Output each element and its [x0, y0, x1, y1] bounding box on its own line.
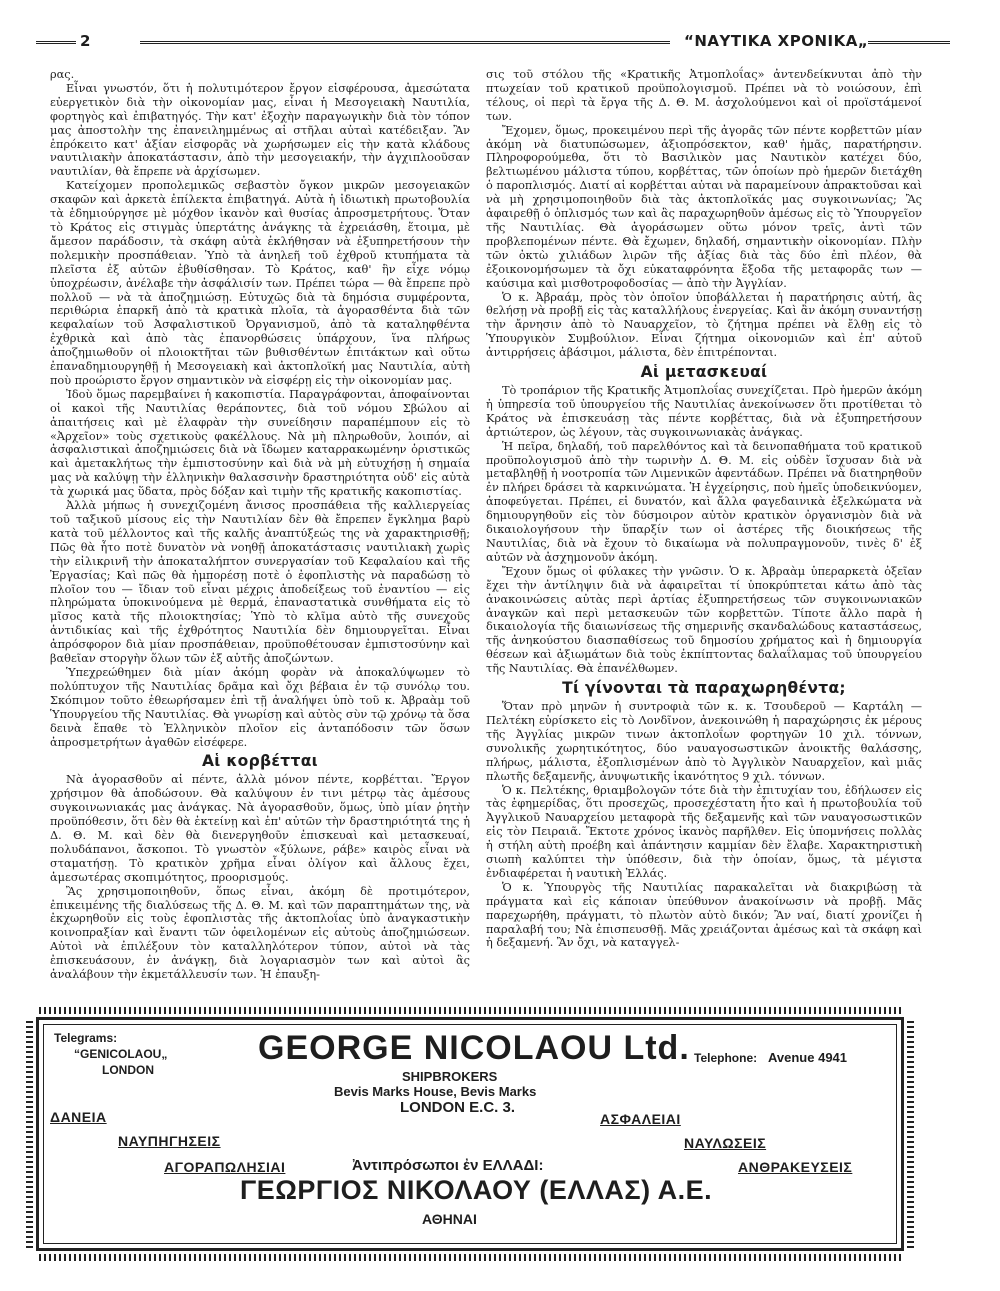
business-type: SHIPBROKERS — [402, 1069, 498, 1084]
service-chartering: ΝΑΥΛΩΣΕΙΣ — [684, 1135, 767, 1151]
header-rule — [36, 41, 76, 44]
section-heading: Αἱ μετασκευαί — [640, 363, 768, 382]
section-heading: Αἱ κορβέτται — [202, 752, 318, 771]
telephone-number: Avenue 4941 — [768, 1050, 848, 1065]
office-address: Bevis Marks House, Bevis Marks — [334, 1084, 537, 1099]
service-loans: ΔΑΝΕΙΑ — [50, 1109, 107, 1125]
telephone-label: Telephone: — [694, 1051, 758, 1065]
advertisement-box — [36, 1017, 904, 1251]
paragraph: Εἶναι γνωστόν, ὅτι ἡ πολυτιμότερον ἔργον εἰσφέρουσα, ἀμεσώτατα εὐεργετικὸν διὰ τὴν οἰκονομίαν μας, εἶναι ἡ Μεσογειακὴ Ναυτιλία, φορτηγὸς καὶ ἐπιβατηγός. Τὴν κατ' ἐξοχὴν παραγωγικὴν διὰ τὸν τόπον μας ἀποστολὴν της ἐπανειλημμένως αἱ στῆλαι αὐταὶ κατέδειξαν. Ἂν ἐπρόκειτο κατ' ἀξίαν εἰσφορᾶς νὰ χωρήσωμεν εἰς τὴν κατὰ κλάδους ναυτιλιακὴν ἀποκατάστασιν, ἀπὸ τὴν μεσογειακήν, τὴν ἀγχιπλοοῦσαν ναυτιλίαν, θὰ ἔπρεπε νὰ ἀρχίσωμεν. — [50, 81, 470, 179]
paragraph: ρας. — [50, 68, 75, 81]
paragraph: Ὑπεχρεώθημεν διὰ μίαν ἀκόμη φορὰν νὰ ἀποκαλύψωμεν τὸ πολύπτυχον τῆς Ναυτιλίας δρᾶμα καὶ ὄχι βέβαια ἐν τῷ συνόλῳ του. Σκόπιμον τοῦτο ἐθεωρήσαμεν ἐπὶ τῇ ἀναλήψει ὑπὸ τοῦ κ. Ἀβραὰμ τοῦ Ὑπουργείου τῆς Ναυτιλίας. Θὰ γνωρίσῃ καὶ αὐτὸς σὺν τῷ χρόνῳ τὰ ὅσα δεινὰ ἔπαθε τὸ Ἑλληνικὸν πλοῖον εἰς ἀνταπόδοσιν τῶν ὅσων ἀπροσμετρήτων ἀγαθῶν εἰσέφερε. — [50, 665, 470, 749]
paragraph: Τὸ τροπάριον τῆς Κρατικῆς Ἀτμοπλοΐας συνεχίζεται. Πρὸ ἡμερῶν ἀκόμη ἡ ὑπηρεσία τοῦ ὑπουργείου τῆς Ναυτιλίας ἀνεκοίνωσεν ὅτι προτίθεται τὸ Κράτος νὰ ἐπισκευάσῃ τὰς πέντε κορβέττας, διὰ νὰ ἐξυπηρετήσουν ἀρτιώτερον, ὡς λέγουν, τὰς συγκοινωνιακὰς ἀνάγκας. — [486, 384, 922, 439]
paragraph: Ὁ κ. Πελτέκης, θριαμβολογῶν τότε διὰ τὴν ἐπιτυχίαν του, ἐδήλωσεν εἰς τὰς ἐφημερίδας, ὅτι προσεχῶς, προσεχέστατη ἦτο καὶ ἡ πρωτοβουλία τοῦ Ἀγγλικοῦ Ναυαρχείου μεταφορὰ τῆς δεξαμενῆς καὶ τῶν ναυαγοσωστικῶν εἰς τὸν Πειραιᾶ. Ἔκτοτε χρόνος ἱκανὸς παρῆλθεν. Εἰς ὑπομνήσεις πολλὰς ἡ στήλη αὐτὴ προέβη καὶ ἀπάντησιν καμμίαν δὲν ἔλαβε. Χαρακτηριστικὴ σιωπὴ καλύπτει τὴν ὑπόθεσιν, διὰ τὴν ὁποίαν, ὅμως, τὰ μέγιστα ἐνδιαφέρεται ἡ ναυτικὴ Ἑλλάς. — [486, 783, 922, 880]
paragraph: Ἂς χρησιμοποιηθοῦν, ὅπως εἶναι, ἀκόμη δὲ προτιμότερον, ἐπικειμένης τῆς διαλύσεως τῆς Δ. Θ. Μ. καὶ τῶν παραπτημάτων της, νὰ ἐκχωρηθοῦν εἰς τοὺς ἐφοπλιστὰς τῆς ἀκτοπλοΐας ὑπὸ ἀναγκαστικὴν κοινοπραξίαν καὶ ἔναντι τῶν ὀφειλομένων εἰς αὐτοὺς ἀποζημιώσεων. Αὐτοὶ νὰ ἐπιλέξουν τὸν καταλληλότερον τύπον, αὐτοὶ νὰ τὰς ἐπισκευάσουν, ἐν ἀνάγκῃ, διὰ λογαριασμὸν των καὶ αὐτοὶ ἂς ἀναλάβουν τὴν ἐκμετάλλευσίν των. Ἡ ἐπαυξη- — [50, 884, 470, 982]
representatives-label: Ἀντιπρόσωποι ἐν ΕΛΛΑΔΙ: — [352, 1157, 544, 1174]
paragraph: σις τοῦ στόλου τῆς «Κρατικῆς Ἀτμοπλοΐας» ἀντενδείκνυται ἀπὸ τὴν πτωχείαν τοῦ κρατικοῦ προϋπολογισμοῦ. Πρέπει νὰ τὸ νοιώσουν, ἐπὶ τέλους, οἱ περὶ τὰ ἔργα τῆς Δ. Θ. Μ. ἀσχολούμενοι καὶ οἱ προϊστάμενοί των. — [486, 68, 922, 123]
service-sales: ΑΓΟΡΑΠΩΛΗΣΙΑΙ — [164, 1159, 286, 1175]
telegrams-city: LONDON — [102, 1063, 154, 1077]
service-insurance: ΑΣΦΑΛΕΙΑΙ — [600, 1111, 681, 1127]
publication-title: “ΝΑΥΤΙΚΑ ΧΡΟΝΙΚΑ„ — [684, 32, 869, 50]
greek-company-city: ΑΘΗΝΑΙ — [422, 1211, 477, 1227]
left-column — [50, 68, 470, 982]
office-city: LONDON E.C. 3. — [400, 1099, 516, 1116]
paragraph: Ἡ πεῖρα, δηλαδή, τοῦ παρελθόντος καὶ τὰ δεινοπαθήματα τοῦ κρατικοῦ προϋπολογισμοῦ ἀπὸ τὴν τωρινὴν Δ. Θ. Μ. εἰς οὐδὲν ἴσχυσαν διὰ νὰ μεταβληθῇ ἡ νοοτροπία τῶν Λιμενικῶν ἀφεντάδων. Πρέπει νὰ διατηρηθοῦν ἐν πλήρει δράσει τὰ καρκινώματα. Ἡ ἐγχείρησις, ποὺ ἡμεῖς ὑποδεικνύομεν, ἀποφεύγεται. Πρέπει, εἰ δυνατόν, καὶ ἄλλα φαγεδαινικὰ ἐξελκώματα νὰ δημιουργηθοῦν εἰς τὸν δύσμοιρον αὐτὸν κρατικὸν ὀργανισμὸν διὰ νὰ δικαιολογήσουν τὴν ὕπαρξίν των οἱ ἀστέρες τῆς διοικήσεως τῆς Ναυτιλίας, διὰ νὰ ἔχουν τὸ δικαίωμα νὰ πολυπραγμονοῦν, τινὲς δ' ἐξ αὐτῶν νὰ ἀσχημονοῦν ἀκόμη. — [486, 439, 922, 564]
paragraph: Ὁ κ. Ἀβραάμ, πρὸς τὸν ὁποῖον ὑποβάλλεται ἡ παρατήρησις αὐτή, ἂς θελήσῃ νὰ προβῇ εἰς τὰς καταλλήλους ἐνεργείας. Καὶ ἂν ἀκόμη συναντήσῃ τὴν ἄρνησιν ἀπὸ τὸ Ναυαρχεῖον, τὸ ζήτημα πρέπει νὰ ἔλθῃ εἰς τὸ Ὑπουργικὸν Συμβούλιον. Εἶναι ζήτημα οἰκονομιῶν καὶ ἐπ' αὐτοῦ ἀντιρρήσεις ἀβάσιμοι, μάλιστα, δὲν ἐπιτρέπονται. — [486, 290, 922, 360]
paragraph: Κατείχομεν προπολεμικῶς σεβαστὸν ὄγκον μικρῶν μεσογειακῶν σκαφῶν καὶ ἀρκετὰ ἐπίλεκτα ἐπιβατηγά. Αὐτὰ ἡ ἰδιωτικὴ πρωτοβουλία τὰ ἐδημιούργησε μὲ μόχθον ἱκανὸν καὶ θυσίας ἀπροσμετρήτους. Ὅταν τὸ Κράτος εἰς στιγμὰς ὑπερτάτης ἀνάγκης τὰ ἐχρειάσθη, ἕτοιμα, μὲ ἄμεσον παράδοσιν, τὰ σκάφη αὐτὰ ἐκλήθησαν νὰ ἐξυπηρετήσουν τὴν πολεμικὴν προσπάθειαν. Ὑπὸ τὰ ἀνηλεῆ τοῦ ἐχθροῦ κτυπήματα τὰ πλεῖστα ἐξ αὐτῶν ἐβυθίσθησαν. Τὸ Κράτος, καθ' ἣν εἶχε νόμῳ ὑποχρέωσιν, ἀνέλαβε τὴν ἀσφάλισίν των. Πρέπει τώρα — θὰ ἔπρεπε πρὸ πολλοῦ — νὰ τὰ ἀποζημιώσῃ. Εὐτυχῶς διὰ τὰ δημόσια συμφέροντα, περιθώρια ἐπαρκῆ ἀπὸ τὰ κρατικὰ πλοῖα, τὰ ἀγορασθέντα διὰ τῶν κεφαλαίων τοῦ Ἀσφαλιστικοῦ Ὀργανισμοῦ, ἀπὸ τὰ καταληφθέντα ἐχθρικὰ καὶ ἀπὸ τὰς ἐπανορθώσεις ὑπάρχουν, ἵνα πλήρως ἀποζημιωθοῦν οἱ πλοιοκτῆται τῶν βυθισθέντων ἐπιτάκτων καὶ οὕτω ἐπαναδημιουργηθῇ ἡ Μεσογειακὴ καὶ ἀκτοπλοϊκή μας Ναυτιλία, αὐτὴ ποὺ προώριστο ἔργον σημαντικὸν νὰ εἰσφέρῃ εἰς τὴν οἰκονομίαν μας. — [50, 179, 470, 387]
page-header — [36, 32, 950, 54]
page-number: 2 — [80, 32, 91, 50]
right-column — [486, 68, 922, 950]
service-shipbuilding: ΝΑΥΠΗΓΗΣΕΙΣ — [118, 1133, 221, 1149]
decorative-border — [907, 1020, 914, 1248]
paragraph: Ὁ κ. Ὑπουργὸς τῆς Ναυτιλίας παρακαλεῖται νὰ διακριβώσῃ τὰ πράγματα καὶ εἰς κάποιαν ὑπεύθυνον ἀνακοίνωσιν νὰ προβῇ. Μᾶς παρεχωρήθη, πράγματι, τὸ πλωτὸν αὐτὸ δικόν; Ἂν ναί, διατί χρονίζει ἡ παραλαβή του; Νὰ ἐπισπευσθῇ. Μᾶς χρειάζονται ἀμέσως καὶ τὰ σκάφη καὶ ἡ δεξαμενή. Ἂν ὄχι, νὰ καταγγελ- — [486, 880, 922, 950]
paragraph: Ἀλλὰ μήπως ἡ συνεχιζομένη ἄνισος προσπάθεια τῆς καλλιεργείας τοῦ ταξικοῦ μίσους εἰς τὴν Ναυτιλίαν δὲν θὰ ἔπρεπεν ἔγκλημα βαρὺ κατὰ τοῦ μέλλοντος καὶ τῆς καλῆς ἀναπτύξεώς της νὰ χαρακτηρισθῇ; Πῶς θὰ ἦτο ποτὲ δυνατὸν νὰ νοηθῇ ἀποκατάστασις ναυτιλιακὴ χωρὶς τὴν εἰλικρινῆ τὴν ἀποκαταλήπτον συνεργασίαν τοῦ Κεφαλαίου καὶ τῆς Ἐργασίας; Καὶ πῶς θὰ ἠμπορέσῃ ποτὲ ὁ ἐφοπλιστὴς νὰ παραδώσῃ τὸ πλοῖον του — ἴδιαν τοῦ εἶναι μέχρις ἀποδείξεως τοῦ ἐναντίου — εἰς πληρώματα ὑποκινούμενα μὲ θερμά, ἐπαναστατικὰ συνθήματα εἰς τὸ μῖσος κατὰ τῆς πλοιοκτησίας; Ὑπὸ τὸ κλῖμα αὐτὸ τῆς συνεχοῦς ἀντιδικίας καὶ τῆς ἐχθρότητος Ναυτιλία δὲν δημιουργεῖται. Εἶναι ἀπρόσφορον διὰ μίαν προσπάθειαν, προϋποθέτουσαν ἐμπιστοσύνην καὶ βαθεῖαν στοργὴν ὅλων τῶν ἐξ αὐτῆς ἀποζώντων. — [50, 499, 470, 666]
decorative-border — [39, 1007, 901, 1014]
section-heading: Τί γίνονται τὰ παραχωρηθέντα; — [562, 679, 846, 698]
paragraph: Ἔχομεν, ὅμως, προκειμένου περὶ τῆς ἀγορᾶς τῶν πέντε κορβεττῶν μίαν ἀκόμη νὰ διατυπώσωμεν, ἀξιοπρόσεκτον, καθ' ἡμᾶς, παρατήρησιν. Πληροφορούμεθα, ὅτι τὸ Βασιλικὸν μας Ναυτικὸν κατέχει δύο, βελτιωμένου μάλιστα τύπου, κορβέττας, τῶν ὁποίων πρὸ ἡμερῶν διετάχθη ὁ παροπλισμός. Διατί αἱ κορβέτται αὐται νὰ παραμείνουν ἀπρακτοῦσαι καὶ νὰ μὴ χρησιμοποιηθοῦν διὰ τὰς ἀκτοπλοϊκάς μας συγκοινωνίας; Ἂς ἀφαιρεθῇ ὁ ὁπλισμός των καὶ ἂς παραχωρηθοῦν ἀμέσως εἰς τὸ Ὑπουργεῖον τῆς Ναυτιλίας. Θὰ ἀγοράσωμεν οὕτω μόνον τρεῖς, ἀντὶ τῶν προβλεπομένων πέντε. Θὰ ἔχωμεν, δηλαδή, σημαντικὴν οἰκονομίαν. Πλὴν τῶν ὀκτὼ χιλιάδων λιρῶν τῆς ἀξίας διὰ τὰς δύο ἐπὶ πλέον, θὰ ἐξοικονομήσωμεν τὰ ὄχι εὐκαταφρόνητα ἔξοδα τῆς μεταφορᾶς των — καύσιμα καὶ μισθοτροφοδοσίας — ἀπὸ τὴν Ἀγγλίαν. — [486, 123, 922, 290]
header-rule — [140, 41, 670, 44]
greek-company-name: ΓΕΩΡΓΙΟΣ ΝΙΚΟΛΑΟΥ (ΕΛΛΑΣ) Α.Ε. — [240, 1175, 713, 1205]
telegrams-address: “GENICOLAOU„ — [74, 1047, 168, 1061]
service-bunkering: ΑΝΘΡΑΚΕΥΣΕΙΣ — [738, 1159, 853, 1175]
paragraph: Ἰδοὺ ὅμως παρεμβαίνει ἡ κακοπιστία. Παραγράφονται, ἀποφαίνονται οἱ κακοὶ τῆς Ναυτιλίας θεράποντες, διὰ τοῦ νόμου Σβώλου αἱ ἀπαιτήσεις καὶ μὲ ἐλαφρὰν τὴν συνείδησιν παραπέμπουν εἰς τὸ «Ἀρχεῖον» τοὺς σχετικοὺς φακέλλους. Νὰ μὴ πληρωθοῦν, λοιπόν, αἱ ἀσφαλιστικαὶ ἀποζημιώσεις διὰ νὰ ἴδωμεν καταρρακωμένην ὁριστικῶς καὶ ἀμετακλήτως τὴν ἐμπιστοσύνην καὶ διὰ νὰ μὴ εὐτυχήσῃ ἡ σημαία μας νὰ καλύψῃ τὴν ἑλληνικὴν θαλασσινὴν δραστηριότητα οὐδ' εἰς αὐτὰ τὰ χωρικά μας ὕδατα, πρὸς δόξαν καὶ τιμὴν τῆς κρατικῆς κακοπιστίας. — [50, 387, 470, 499]
telegrams-label: Telegrams: — [54, 1031, 118, 1045]
decorative-border — [39, 1254, 901, 1261]
decorative-border — [26, 1020, 33, 1248]
paragraph: Ὅταν πρὸ μηνῶν ἡ συντροφιὰ τῶν κ. κ. Τσουδεροῦ — Καρτάλη — Πελτέκη εὑρίσκετο εἰς τὸ Λονδῖνον, ἀνεκοινώθη ἡ παραχώρησις ἐκ μέρους τῆς Ἀγγλίας μικρῶν τινων ἀκτοπλοΐων φορτηγῶν 10 χιλ. τόννων, συνολικῆς χωρητικότητος, δύο ναυαγοσωστικῶν ἀνοικτῆς θαλάσσης, πλήρως, μάλιστα, ἐξοπλισμένων ἀπὸ τὸ Ἀγγλικὸν Ναυαρχεῖον, καὶ μιᾶς πλωτῆς δεξαμενῆς, ἀνυψωτικῆς ἱκανότητος 9 χιλ. τόννων. — [486, 700, 922, 783]
paragraph: Νὰ ἀγορασθοῦν αἱ πέντε, ἀλλὰ μόνον πέντε, κορβέτται. Ἔργον χρήσιμον θὰ ἀποδώσουν. Θὰ καλύψουν ἐν τινι μέτρῳ τὰς ἀμέσους συγκοινωνιακάς μας ἀνάγκας. Νὰ ἀγορασθοῦν, ὅμως, ὑπὸ μίαν ῥητὴν προϋπόθεσιν, ὅτι δὲν θὰ ἐκτείνῃ καὶ ἐπ' αὐτῶν τὴν δραστηριότητά της ἡ Δ. Θ. Μ. καὶ δὲν θὰ διενεργηθοῦν ἐπισκευαὶ καὶ μετασκευαί, πολυδάπανοι, ἄσκοποι. Τὸ γνωστὸν «ξύλωνε, ράβε» καιρὸς εἶναι νὰ σταματήσῃ. Τὸ κρατικὸν χρῆμα εἶναι ὀλίγον καὶ ἄλλους ἔχει, ἀμεσωτέρας σκοπιμότητος, προορισμούς. — [50, 773, 470, 884]
advertisement-inner-frame — [43, 1024, 897, 1244]
paragraph: Ἔχουν ὅμως οἱ φύλακες τὴν γνῶσιν. Ὁ κ. Ἀβραὰμ ὑπεραρκετὰ ὀξεῖαν ἔχει τὴν ἀντίληψιν διὰ νὰ ἀφαιρεῖται τί ὑποκρύπτεται κάτω ἀπὸ τὰς ἀνακοινώσεις αὐτὰς περὶ ἀρτίας ἐξυπηρετήσεως τῶν συγκοινωνιακῶν ἀναγκῶν καὶ περὶ μετασκευῶν τῶν κορβεττῶν. Τίποτε ἄλλο παρὰ ἡ δικαιολογία τῆς διαιωνίσεως τῆς σημερινῆς σκανδαλώδους καταστάσεως, τῆς ἀνηκούστου διασπαθίσεως τοῦ δημοσίου χρήματος καὶ ἡ δημιουργία θέσεων καὶ ἀξιωμάτων διὰ τοὺς ἐκπίπτοντας δαλαΐλαμας τοῦ ὑπουργείου τῆς Ναυτιλίας. Θὰ ἐπανέλθωμεν. — [486, 564, 922, 676]
company-name: GEORGE NICOLAOU Ltd. — [258, 1029, 690, 1067]
header-rule — [868, 41, 950, 44]
